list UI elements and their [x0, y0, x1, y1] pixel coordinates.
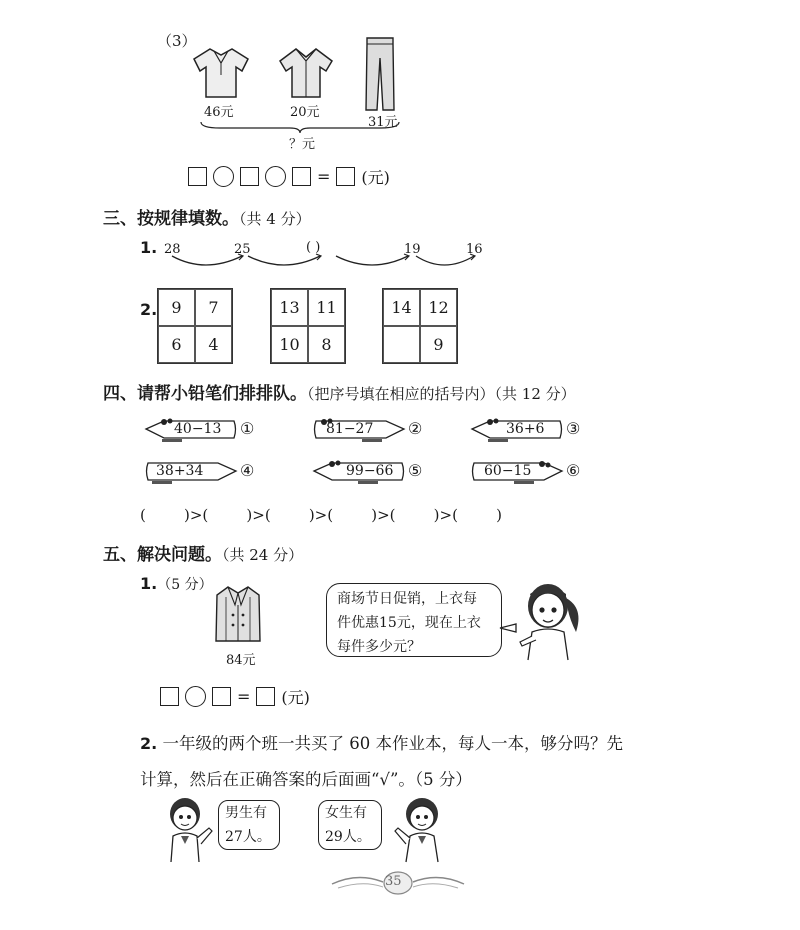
bubble-line: 商场节日促销，上衣每	[337, 591, 477, 607]
answer-box[interactable]	[160, 687, 179, 706]
pencil-mark: ①	[240, 419, 255, 438]
number-grid-2	[270, 288, 346, 364]
pencil-mark: ⑥	[566, 461, 581, 480]
answer-box[interactable]	[240, 167, 259, 186]
section4-title: 四、请帮小铅笔们排排队。（把序号填在相应的括号内）（共 12 分）	[103, 384, 576, 404]
price-shirt1: 46元	[204, 105, 234, 120]
unit-label: (元)	[361, 168, 390, 187]
bubble-line: 男生有	[225, 805, 267, 821]
answer-box[interactable]	[292, 167, 311, 186]
answer-box[interactable]	[212, 687, 231, 706]
section3-title: 三、按规律填数。（共 4 分）	[103, 209, 311, 229]
s5-q1-header: 1.（5 分）	[140, 574, 213, 593]
seq-blank[interactable]: ( )	[306, 240, 321, 255]
pencil-3	[470, 416, 590, 444]
order-answer-row[interactable]: ( )>( )>( )>( )>( )>( )	[140, 506, 502, 524]
s5-q1-equation	[160, 685, 310, 708]
girl-student-icon	[388, 796, 452, 866]
bubble-line: 女生有	[325, 805, 367, 821]
boy-speech-bubble	[218, 800, 280, 850]
grid-cell: 7	[195, 289, 232, 326]
grid-cell: 6	[158, 326, 195, 363]
grid-cell: 4	[195, 326, 232, 363]
seq-item-5: 16	[466, 242, 483, 257]
q3-label: （3）	[157, 32, 197, 50]
shirt-icon	[276, 45, 336, 100]
grid-cell: 12	[420, 289, 457, 326]
s3-q2-label: 2.	[140, 300, 158, 319]
pencil-6	[470, 458, 590, 486]
grid-cell: 13	[271, 289, 308, 326]
pencil-expr: 99−66	[346, 463, 394, 479]
promo-speech-bubble	[326, 583, 502, 657]
operator-circle[interactable]	[213, 166, 234, 187]
coat-icon	[213, 585, 263, 645]
pencil-expr: 81−27	[326, 421, 374, 437]
pencil-mark: ②	[408, 419, 423, 438]
pencil-mark: ⑤	[408, 461, 423, 480]
q2-line1: 一年级的两个班一共买了 60 本作业本，每人一本，够分吗？先	[162, 734, 623, 753]
q3-equation	[188, 165, 390, 188]
s3-q1-label: 1.	[140, 238, 158, 257]
pencil-expr: 40−13	[174, 421, 222, 437]
seq-item-1: 28	[164, 242, 181, 257]
q2-line2: 计算，然后在正确答案的后面画“√”。（5 分）	[140, 770, 472, 789]
grid-cell: 9	[420, 326, 457, 363]
unit-label: (元)	[281, 688, 310, 707]
seq-item-4: 19	[404, 242, 421, 257]
answer-box[interactable]	[188, 167, 207, 186]
s5-q2-label: 2.	[140, 734, 158, 753]
grid-cell: 9	[158, 289, 195, 326]
pencil-1	[144, 416, 264, 444]
coat-price: 84元	[226, 653, 256, 668]
bubble-line: 27人。	[225, 829, 271, 845]
grid-cell: 14	[383, 289, 420, 326]
grid-cell: 11	[308, 289, 345, 326]
total-label: ？元	[289, 137, 316, 152]
pencil-expr: 36+6	[506, 421, 545, 437]
s5-q2-text	[140, 726, 623, 798]
bubble-line: 件优惠15元，现在上衣	[337, 615, 481, 631]
girl-character-icon	[498, 580, 588, 662]
pencil-2	[312, 416, 432, 444]
pencil-mark: ④	[240, 461, 255, 480]
sequence-arrows	[160, 250, 490, 272]
boy-character-icon	[155, 796, 219, 866]
page-number: 35	[385, 874, 402, 889]
number-grid-3	[382, 288, 458, 364]
grid-cell: 10	[271, 326, 308, 363]
operator-circle[interactable]	[185, 686, 206, 707]
pencil-expr: 60−15	[484, 463, 532, 479]
operator-circle[interactable]	[265, 166, 286, 187]
pencil-expr: 38+34	[156, 463, 204, 479]
bubble-line: 29人。	[325, 829, 371, 845]
answer-box[interactable]	[336, 167, 355, 186]
equals-sign: =	[317, 167, 331, 186]
grid-cell-blank[interactable]	[383, 326, 420, 363]
bubble-line: 每件多少元？	[337, 639, 421, 655]
number-grid-1	[157, 288, 233, 364]
section5-title: 五、解决问题。（共 24 分）	[103, 545, 304, 565]
equals-sign: =	[237, 687, 251, 706]
pencil-4	[144, 458, 264, 486]
polo-shirt-icon	[190, 45, 252, 100]
pants-icon	[364, 36, 396, 112]
girl-speech-bubble	[318, 800, 382, 850]
seq-item-2: 25	[234, 242, 251, 257]
price-shirt2: 20元	[290, 105, 320, 120]
answer-box[interactable]	[256, 687, 275, 706]
grid-cell: 8	[308, 326, 345, 363]
price-pants: 31元	[368, 115, 398, 130]
pencil-5	[312, 458, 432, 486]
total-brace	[200, 120, 400, 134]
pencil-mark: ③	[566, 419, 581, 438]
